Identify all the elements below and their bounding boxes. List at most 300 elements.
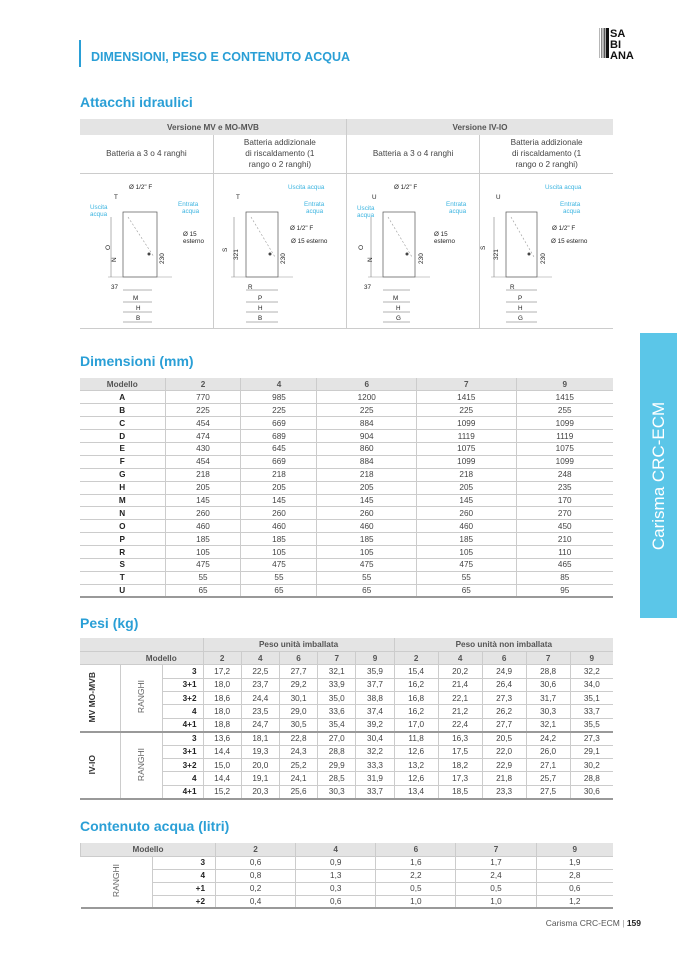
cell: 30,2 — [570, 759, 613, 772]
cell: 1075 — [516, 442, 613, 455]
cell: 205 — [317, 481, 417, 494]
cell: 2,4 — [456, 869, 536, 882]
cell: 30,3 — [526, 705, 570, 718]
water-content-table — [80, 843, 613, 909]
cell: 22,1 — [438, 692, 482, 705]
cell: 904 — [317, 430, 417, 443]
cell: 33,6 — [318, 705, 356, 718]
row-label: M — [80, 494, 165, 507]
cell: 38,8 — [356, 692, 394, 705]
cell: 25,6 — [279, 785, 317, 798]
diagram-label: H — [518, 305, 523, 312]
cell: 22,4 — [438, 718, 482, 731]
row-label: 3+2 — [162, 692, 203, 705]
cell: 24,4 — [241, 692, 279, 705]
column-header: 6 — [376, 843, 456, 856]
table-row — [80, 391, 613, 404]
cell: 145 — [417, 494, 517, 507]
cell: 27,7 — [482, 718, 526, 731]
cell: 33,7 — [570, 705, 613, 718]
cell: 884 — [317, 455, 417, 468]
row-label: F — [80, 455, 165, 468]
cell: 31,9 — [356, 772, 394, 785]
column-label: Batteria addizionale di riscaldamento (1 rango o 2 ranghi) — [480, 135, 613, 173]
cell: 105 — [165, 546, 241, 559]
row-label: B — [80, 404, 165, 417]
cell: 33,7 — [356, 785, 394, 798]
cell: 260 — [241, 507, 317, 520]
cell: 27,5 — [526, 785, 570, 798]
row-label: 4 — [162, 772, 203, 785]
cell: 1,2 — [536, 895, 613, 908]
diagram-label: acqua — [563, 208, 581, 215]
cell: 33,9 — [318, 678, 356, 691]
cell: 145 — [317, 494, 417, 507]
cell: 218 — [317, 468, 417, 481]
cell: 32,2 — [570, 665, 613, 678]
column-header: 2 — [203, 651, 241, 664]
modello-header: Modello — [120, 651, 203, 664]
cell: 32,1 — [318, 665, 356, 678]
page-footer — [546, 918, 641, 928]
version-text: IV-IO — [86, 754, 97, 774]
cell: 14,4 — [203, 772, 241, 785]
cell: 18,0 — [203, 678, 241, 691]
diagram-label: O — [105, 244, 112, 250]
cell: 28,8 — [318, 745, 356, 758]
table-row — [80, 494, 613, 507]
diagram-label: 230 — [159, 253, 166, 264]
connection-point-icon — [269, 253, 272, 256]
section-title-attacchi: Attacchi idraulici — [80, 94, 193, 110]
cell: 218 — [241, 468, 317, 481]
version-header: Versione MV e MO-MVB — [80, 119, 347, 135]
table-row — [80, 520, 613, 533]
cell: 235 — [516, 481, 613, 494]
cell: 16,2 — [394, 705, 438, 718]
cell: 32,1 — [526, 718, 570, 731]
table-row — [80, 468, 613, 481]
cell: 27,3 — [482, 692, 526, 705]
diagram-label: H — [396, 305, 401, 312]
column-header: 9 — [516, 378, 613, 391]
cell: 35,4 — [318, 718, 356, 731]
diagram-label: Ø 15 esterno — [551, 238, 588, 245]
diagram-label: acqua — [449, 208, 467, 215]
table-row — [80, 455, 613, 468]
cell: 145 — [241, 494, 317, 507]
connection-point-icon — [528, 253, 531, 256]
cell: 770 — [165, 391, 241, 404]
diagram-label: M — [393, 295, 399, 302]
cell: 15,4 — [394, 665, 438, 678]
cell: 218 — [165, 468, 241, 481]
unit-body-outline — [506, 212, 537, 277]
cell: 13,2 — [394, 759, 438, 772]
row-label: 3+2 — [162, 759, 203, 772]
cell: 27,1 — [526, 759, 570, 772]
cell: 185 — [417, 533, 517, 546]
ranghi-text: RANGHI — [111, 864, 122, 898]
diagram-label: 230 — [418, 253, 425, 264]
cell: 25,2 — [279, 759, 317, 772]
cell: 205 — [417, 481, 517, 494]
row-label: 3 — [162, 732, 203, 745]
row-label: 3+1 — [162, 678, 203, 691]
table-row — [81, 856, 614, 869]
column-header: 6 — [279, 651, 317, 664]
ranghi-text: RANGHI — [136, 747, 146, 781]
cell: 0,6 — [536, 882, 613, 895]
dimensions-table — [80, 378, 613, 598]
connection-point-icon — [406, 253, 409, 256]
row-label: C — [80, 417, 165, 430]
section-title-pesi: Pesi (kg) — [80, 615, 139, 631]
cell: 460 — [165, 520, 241, 533]
cell: 260 — [417, 507, 517, 520]
cell: 2,8 — [536, 869, 613, 882]
diagram-label: P — [518, 295, 523, 302]
cell: 105 — [317, 546, 417, 559]
cell: 225 — [317, 404, 417, 417]
weights-table — [80, 638, 613, 800]
diagram-label: 230 — [540, 253, 547, 264]
diagram-label: acqua — [90, 211, 108, 218]
row-label: H — [80, 481, 165, 494]
table-header-row — [81, 843, 614, 856]
cell: 11,8 — [394, 732, 438, 745]
diagram-label: S — [480, 245, 487, 250]
diagram-label: esterno — [434, 238, 456, 245]
cell: 18,2 — [438, 759, 482, 772]
cell: 26,4 — [482, 678, 526, 691]
cell: 18,5 — [438, 785, 482, 798]
diagram-label: 37 — [364, 284, 372, 291]
cell: 0,4 — [216, 895, 296, 908]
cell: 37,4 — [356, 705, 394, 718]
cell: 0,6 — [216, 856, 296, 869]
diagram-label: Entrata — [560, 201, 581, 208]
column-label: Batteria a 3 o 4 ranghi — [80, 135, 213, 173]
cell: 1200 — [317, 391, 417, 404]
cell: 22,0 — [482, 745, 526, 758]
version-label — [80, 665, 120, 732]
cell: 475 — [417, 558, 517, 571]
cell: 185 — [241, 533, 317, 546]
cell: 18,6 — [203, 692, 241, 705]
row-label: A — [80, 391, 165, 404]
cell: 20,3 — [241, 785, 279, 798]
cell: 12,6 — [394, 772, 438, 785]
cell: 16,3 — [438, 732, 482, 745]
cell: 55 — [417, 571, 517, 584]
cell: 110 — [516, 546, 613, 559]
cell: 645 — [241, 442, 317, 455]
cell: 1099 — [417, 417, 517, 430]
cell: 24,7 — [241, 718, 279, 731]
column-header: 4 — [241, 378, 317, 391]
column-header: 9 — [536, 843, 613, 856]
table-row — [80, 546, 613, 559]
cell: 1099 — [417, 455, 517, 468]
column-label: Batteria a 3 o 4 ranghi — [347, 135, 480, 173]
cell: 669 — [241, 455, 317, 468]
section-title-dimensioni: Dimensioni (mm) — [80, 353, 194, 369]
ranghi-text: RANGHI — [136, 680, 146, 714]
cell: 1,0 — [376, 895, 456, 908]
cell: 13,4 — [394, 785, 438, 798]
row-label: D — [80, 430, 165, 443]
diagram-label: U — [372, 194, 377, 201]
cell: 1,9 — [536, 856, 613, 869]
svg-text:SA: SA — [610, 28, 626, 40]
table-row — [81, 882, 614, 895]
cell: 29,1 — [570, 745, 613, 758]
cell: 65 — [317, 584, 417, 597]
diagram-label: O — [358, 244, 365, 250]
cell: 35,9 — [356, 665, 394, 678]
cell: 669 — [241, 417, 317, 430]
column-header: 9 — [356, 651, 394, 664]
table-row — [80, 404, 613, 417]
cell: 85 — [516, 571, 613, 584]
cell: 33,3 — [356, 759, 394, 772]
cell: 1,0 — [456, 895, 536, 908]
table-row — [80, 430, 613, 443]
cell: 1,3 — [296, 869, 376, 882]
cell: 1,7 — [456, 856, 536, 869]
cell: 27,7 — [279, 665, 317, 678]
diagram-label: Ø 1/2" F — [129, 184, 153, 191]
cell: 460 — [317, 520, 417, 533]
diagram-label: R — [248, 284, 253, 291]
cell: 21,8 — [482, 772, 526, 785]
cell: 21,4 — [438, 678, 482, 691]
column-header: Modello — [81, 843, 216, 856]
unit-body-outline — [123, 212, 157, 277]
diagram-label: Ø 15 — [183, 231, 197, 238]
row-label: +1 — [153, 882, 216, 895]
cell: 454 — [165, 455, 241, 468]
cell: 24,1 — [279, 772, 317, 785]
column-header: 6 — [482, 651, 526, 664]
cell: 0,5 — [376, 882, 456, 895]
diagram-label: Uscita — [90, 204, 108, 211]
diagram-label: R — [510, 284, 515, 291]
cell: 1099 — [516, 417, 613, 430]
cell: 260 — [165, 507, 241, 520]
cell: 689 — [241, 430, 317, 443]
cell: 26,0 — [526, 745, 570, 758]
cell: 270 — [516, 507, 613, 520]
cell: 1,6 — [376, 856, 456, 869]
diagram-label: Uscita acqua — [288, 184, 325, 191]
column-header: 7 — [417, 378, 517, 391]
cell: 28,8 — [526, 665, 570, 678]
cell: 27,0 — [318, 732, 356, 745]
column-header: 2 — [165, 378, 241, 391]
diagram-label: Ø 15 esterno — [291, 238, 328, 245]
cell: 460 — [417, 520, 517, 533]
column-header: 9 — [570, 651, 613, 664]
cell: 15,2 — [203, 785, 241, 798]
diagram-label: G — [518, 315, 523, 322]
cell: 1415 — [417, 391, 517, 404]
diagram-label: esterno — [183, 238, 205, 245]
row-label: P — [80, 533, 165, 546]
cell: 29,2 — [279, 678, 317, 691]
cell: 26,2 — [482, 705, 526, 718]
table-row — [80, 533, 613, 546]
cell: 24,3 — [279, 745, 317, 758]
coil-pipe-line — [388, 217, 412, 257]
cell: 218 — [417, 468, 517, 481]
page-header-title: DIMENSIONI, PESO E CONTENUTO ACQUA — [91, 50, 351, 64]
cell: 1119 — [417, 430, 517, 443]
cell: 18,1 — [241, 732, 279, 745]
diagram-label: 321 — [233, 249, 240, 260]
cell: 1119 — [516, 430, 613, 443]
diagram-label: Entrata — [446, 201, 467, 208]
cell: 17,3 — [438, 772, 482, 785]
cell: 23,7 — [241, 678, 279, 691]
version-header: Versione IV-IO — [347, 119, 614, 135]
diagram-label: P — [258, 295, 263, 302]
footer-separator: | — [622, 918, 625, 928]
cell: 145 — [165, 494, 241, 507]
diagram-label: N — [111, 257, 118, 262]
version-label — [80, 732, 120, 799]
diagram-label: Uscita acqua — [545, 184, 582, 191]
cell: 29,0 — [279, 705, 317, 718]
diagram-label: T — [236, 194, 240, 201]
cell: 1415 — [516, 391, 613, 404]
column-header: Modello — [80, 378, 165, 391]
svg-text:ANA: ANA — [610, 50, 634, 62]
column-header: 2 — [216, 843, 296, 856]
cell: 55 — [165, 571, 241, 584]
cell: 25,7 — [526, 772, 570, 785]
side-tab-label: Carisma CRC-ECM — [648, 401, 668, 550]
cell: 225 — [241, 404, 317, 417]
cell: 460 — [241, 520, 317, 533]
cell: 260 — [317, 507, 417, 520]
table-row — [80, 584, 613, 597]
cell: 30,5 — [279, 718, 317, 731]
hydraulic-connection-diagrams — [0, 0, 677, 340]
cell: 28,5 — [318, 772, 356, 785]
diagram-label: M — [133, 295, 139, 302]
ranghi-label — [120, 732, 162, 799]
cell: 1075 — [417, 442, 517, 455]
table-row — [80, 558, 613, 571]
row-label: 4+1 — [162, 785, 203, 798]
column-header: 4 — [438, 651, 482, 664]
cell: 2,2 — [376, 869, 456, 882]
section-title-acqua: Contenuto acqua (litri) — [80, 818, 230, 834]
row-label: 3 — [153, 856, 216, 869]
cell: 105 — [417, 546, 517, 559]
diagram-label: Entrata — [178, 201, 199, 208]
cell: 65 — [417, 584, 517, 597]
cell: 170 — [516, 494, 613, 507]
cell: 474 — [165, 430, 241, 443]
diagram-label: S — [222, 247, 229, 252]
cell: 17,2 — [203, 665, 241, 678]
cell: 0,2 — [216, 882, 296, 895]
cell: 225 — [417, 404, 517, 417]
cell: 12,6 — [394, 745, 438, 758]
cell: 30,4 — [356, 732, 394, 745]
cell: 205 — [165, 481, 241, 494]
cell: 20,2 — [438, 665, 482, 678]
row-label: 4+1 — [162, 718, 203, 731]
ranghi-label — [120, 665, 162, 732]
row-label: 3 — [162, 665, 203, 678]
row-label: O — [80, 520, 165, 533]
cell: 30,6 — [570, 785, 613, 798]
cell: 860 — [317, 442, 417, 455]
diagram-label: Ø 1/2" F — [552, 225, 576, 232]
row-label: T — [80, 571, 165, 584]
cell: 16,2 — [394, 678, 438, 691]
diagram-label: H — [258, 305, 263, 312]
cell: 985 — [241, 391, 317, 404]
cell: 19,1 — [241, 772, 279, 785]
row-label: R — [80, 546, 165, 559]
cell: 32,2 — [356, 745, 394, 758]
cell: 34,0 — [570, 678, 613, 691]
cell: 475 — [241, 558, 317, 571]
coil-pipe-line — [511, 217, 534, 257]
diagram-label: acqua — [357, 212, 375, 219]
cell: 35,1 — [570, 692, 613, 705]
cell: 185 — [317, 533, 417, 546]
table-row — [81, 895, 614, 908]
diagram-label: acqua — [182, 208, 200, 215]
cell: 29,9 — [318, 759, 356, 772]
ranghi-label — [81, 856, 153, 908]
cell: 0,5 — [456, 882, 536, 895]
group-header: Peso unità imballata — [203, 638, 394, 651]
diagram-label: Uscita — [357, 205, 375, 212]
side-tab — [640, 333, 677, 618]
cell: 17,0 — [394, 718, 438, 731]
cell: 18,8 — [203, 718, 241, 731]
diagram-label: B — [136, 315, 141, 322]
unit-body-outline — [383, 212, 415, 277]
diagram-label: Ø 15 — [434, 231, 448, 238]
cell: 28,8 — [570, 772, 613, 785]
column-header: 7 — [318, 651, 356, 664]
diagram-label: U — [496, 194, 501, 201]
cell: 65 — [241, 584, 317, 597]
cell: 18,0 — [203, 705, 241, 718]
cell: 55 — [241, 571, 317, 584]
table-row — [80, 507, 613, 520]
diagram-label: 230 — [280, 253, 287, 264]
column-header: 2 — [394, 651, 438, 664]
diagram-label: H — [136, 305, 141, 312]
svg-text:BI: BI — [610, 39, 621, 51]
diagram-label: G — [396, 315, 401, 322]
row-label: 4 — [162, 705, 203, 718]
cell: 14,4 — [203, 745, 241, 758]
cell: 430 — [165, 442, 241, 455]
table-row — [80, 665, 613, 678]
cell: 95 — [516, 584, 613, 597]
cell: 30,3 — [318, 785, 356, 798]
